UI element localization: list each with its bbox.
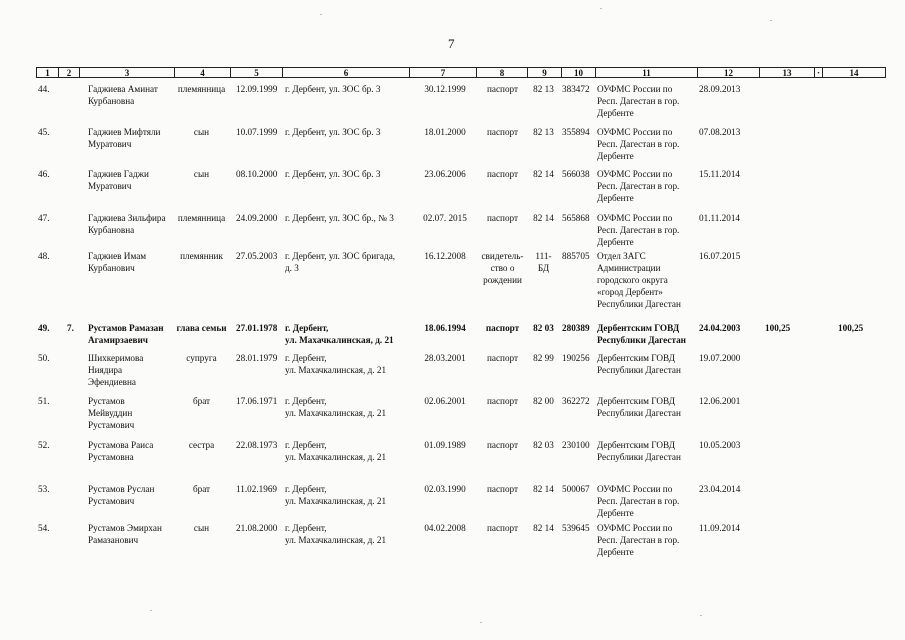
cell-issuer xyxy=(597,322,686,346)
cell-line: г. Дербент, xyxy=(285,323,329,333)
cell-issuer xyxy=(597,83,679,119)
cell-n: 44. xyxy=(38,84,50,94)
cell-line: Рамазанович xyxy=(88,535,139,545)
cell-line: д. 3 xyxy=(285,263,299,273)
cell-idate: 11.09.2014 xyxy=(699,523,741,533)
cell-line: г. Дербент, xyxy=(285,523,327,533)
cell-num: 355894 xyxy=(562,127,590,137)
cell-line: ОУФМС России по xyxy=(597,169,673,179)
cell-line: 111- xyxy=(535,251,552,261)
column-header: 9 xyxy=(528,67,562,78)
cell-rel: сын xyxy=(193,523,210,533)
cell-doc xyxy=(480,250,525,286)
cell-line: г. Дербент, xyxy=(285,396,327,406)
cell-dob: 27.01.1978 xyxy=(236,323,278,333)
cell-n: 47. xyxy=(38,213,50,223)
cell-doc xyxy=(480,168,525,180)
cell-line: г. Дербент, ул. ЗОС бригада, xyxy=(285,251,396,261)
column-header: 3 xyxy=(80,67,175,78)
cell-dob: 21.08.2000 xyxy=(236,523,278,533)
cell-dob: 08.10.2000 xyxy=(236,169,278,179)
cell-line: Респ. Дагестан в гор. xyxy=(597,225,680,235)
cell-dob: 17.06.1971 xyxy=(236,396,278,406)
cell-num: 565868 xyxy=(562,213,590,223)
cell-dob: 28.01.1979 xyxy=(236,353,278,363)
cell-line: Рустамович xyxy=(88,420,135,430)
cell-n: 54. xyxy=(38,523,50,533)
cell-ser xyxy=(530,126,557,138)
cell-line: Шихкеримова xyxy=(88,353,144,363)
cell-line: 82 14 xyxy=(533,523,554,533)
cell-line: Дербентским ГОВД xyxy=(597,353,676,363)
cell-line: Агамирзаевич xyxy=(88,335,148,345)
cell-idate: 01.11.2014 xyxy=(699,213,741,223)
column-header: 7 xyxy=(410,67,477,78)
cell-addr xyxy=(285,352,386,376)
cell-num: 566038 xyxy=(562,169,590,179)
cell-line: Респ. Дагестан в гор. xyxy=(597,139,680,149)
cell-line: Гаджиева Аминат xyxy=(88,84,158,94)
cell-idate: 07.08.2013 xyxy=(699,127,741,137)
cell-issuer xyxy=(597,439,681,463)
cell-rel: супруга xyxy=(186,353,217,363)
cell-line: паспорт xyxy=(486,523,519,533)
cell-ser xyxy=(530,522,557,534)
cell-rel: сестра xyxy=(188,440,215,450)
cell-line: г. Дербент, ул. ЗОС бр. 3 xyxy=(285,169,381,179)
cell-ser xyxy=(530,483,557,495)
cell-num: 190256 xyxy=(562,353,590,363)
cell-line: ОУФМС России по xyxy=(597,523,673,533)
cell-n: 52. xyxy=(38,440,50,450)
cell-name xyxy=(88,395,134,431)
cell-reg: 02.03.1990 xyxy=(424,484,466,494)
cell-doc xyxy=(480,83,525,95)
column-header: 14 xyxy=(823,67,886,78)
cell-ser xyxy=(530,212,557,224)
cell-line: паспорт xyxy=(486,353,519,363)
page-number: 7 xyxy=(448,36,455,51)
cell-line: Мейвуддин xyxy=(88,408,133,418)
cell-line: паспорт xyxy=(486,440,519,450)
table-row xyxy=(0,83,905,127)
cell-idate: 16.07.2015 xyxy=(699,251,741,261)
cell-n: 46. xyxy=(38,169,50,179)
cell-line: г. Дербент, ул. ЗОС бр., № 3 xyxy=(285,213,394,223)
cell-line: Дербенте xyxy=(597,508,634,518)
cell-line: Гаджиев Гаджи xyxy=(88,169,149,179)
cell-ser xyxy=(530,322,557,334)
cell-rel: глава семьи xyxy=(176,323,227,333)
cell-line: Респ. Дагестан в гор. xyxy=(597,496,680,506)
cell-doc xyxy=(480,395,525,407)
column-header: 4 xyxy=(175,67,231,78)
table-row xyxy=(0,126,905,170)
cell-line: 82 14 xyxy=(533,169,554,179)
cell-reg: 30.12.1999 xyxy=(424,84,466,94)
cell-line: г. Дербент, xyxy=(285,353,327,363)
cell-idate: 15.11.2014 xyxy=(699,169,741,179)
cell-issuer xyxy=(597,126,679,162)
cell-num: 362272 xyxy=(562,396,590,406)
cell-addr xyxy=(285,395,386,419)
cell-idate: 19.07.2000 xyxy=(699,353,741,363)
cell-name xyxy=(88,83,158,107)
cell-addr xyxy=(285,126,380,138)
cell-line: паспорт xyxy=(486,169,519,179)
cell-addr xyxy=(285,483,386,507)
cell-idate: 10.05.2003 xyxy=(699,440,741,450)
column-header: 6 xyxy=(283,67,410,78)
cell-line: Рустамович xyxy=(88,496,135,506)
column-header: 10 xyxy=(562,67,596,78)
cell-dob: 24.09.2000 xyxy=(236,213,278,223)
cell-reg: 23.06.2006 xyxy=(424,169,466,179)
cell-n: 51. xyxy=(38,396,50,406)
cell-line: 82 03 xyxy=(533,323,554,333)
cell-addr xyxy=(285,439,386,463)
cell-reg: 18.01.2000 xyxy=(424,127,466,137)
cell-line: ул. Махачкалинская, д. 21 xyxy=(285,496,387,506)
cell-issuer xyxy=(597,168,679,204)
cell-dob: 22.08.1973 xyxy=(236,440,278,450)
cell-num: 539645 xyxy=(562,523,590,533)
cell-line: паспорт xyxy=(486,484,519,494)
cell-doc xyxy=(480,322,525,334)
cell-line: Курбанович xyxy=(88,263,135,273)
cell-b: 100,25 xyxy=(838,323,864,333)
cell-line: Республики Дагестан xyxy=(597,299,681,309)
cell-rel: племянник xyxy=(180,251,223,261)
column-header: · xyxy=(815,67,823,78)
cell-line: Респ. Дагестан в гор. xyxy=(597,181,680,191)
cell-ser xyxy=(530,395,557,407)
cell-line: Муратович xyxy=(88,181,132,191)
cell-line: «город Дербент» xyxy=(597,287,663,297)
cell-name xyxy=(88,483,154,507)
cell-line: ОУФМС России по xyxy=(597,213,673,223)
cell-num: 500067 xyxy=(562,484,590,494)
cell-line: г. Дербент, xyxy=(285,484,327,494)
cell-rel: сын xyxy=(193,169,210,179)
cell-line: городского округа xyxy=(597,275,668,285)
cell-addr xyxy=(285,522,386,546)
column-header: 11 xyxy=(596,67,698,78)
cell-line: Республики Дагестан xyxy=(597,335,686,345)
cell-line: Курбановна xyxy=(88,96,135,106)
cell-line: ул. Махачкалинская, д. 21 xyxy=(285,365,387,375)
cell-line: Республики Дагестан xyxy=(597,408,681,418)
cell-issuer xyxy=(597,352,681,376)
cell-dob: 27.05.2003 xyxy=(236,251,278,261)
cell-issuer xyxy=(597,212,679,248)
cell-doc xyxy=(480,352,525,364)
cell-line: 82 14 xyxy=(533,213,554,223)
cell-reg: 02.07. 2015 xyxy=(423,213,467,223)
cell-ser xyxy=(530,250,557,274)
cell-n: 50. xyxy=(38,353,50,363)
cell-addr xyxy=(285,212,394,224)
cell-line: Рустамов Руслан xyxy=(88,484,155,494)
cell-line: Дербенте xyxy=(597,237,634,247)
cell-line: Отдел ЗАГС xyxy=(597,251,646,261)
cell-line: Рустамов Эмирхан xyxy=(88,523,162,533)
cell-num: 885705 xyxy=(562,251,590,261)
cell-line: паспорт xyxy=(485,323,520,333)
cell-line: Дербенте xyxy=(597,108,634,118)
cell-reg: 28.03.2001 xyxy=(424,353,466,363)
cell-ser xyxy=(530,352,557,364)
cell-line: Гаджиева Зильфира xyxy=(88,213,166,223)
cell-doc xyxy=(480,522,525,534)
cell-line: паспорт xyxy=(486,127,519,137)
table-row xyxy=(0,439,905,483)
cell-reg: 01.09.1989 xyxy=(424,440,466,450)
cell-line: ство о xyxy=(490,263,515,273)
cell-line: Рустамовна xyxy=(88,452,134,462)
column-header: 1 xyxy=(36,67,59,78)
cell-line: паспорт xyxy=(486,396,519,406)
cell-dob: 11.02.1969 xyxy=(236,484,278,494)
cell-line: Администрации xyxy=(597,263,661,273)
cell-ser xyxy=(530,439,557,451)
cell-line: Ниядира xyxy=(88,365,123,375)
cell-n: 53. xyxy=(38,484,50,494)
table-row xyxy=(0,250,905,309)
table-row xyxy=(0,168,905,212)
table-row xyxy=(0,483,905,527)
cell-name xyxy=(88,352,143,388)
cell-line: ОУФМС России по xyxy=(597,84,673,94)
cell-line: Муратович xyxy=(88,139,132,149)
cell-addr xyxy=(285,168,380,180)
column-header: 13 xyxy=(760,67,815,78)
cell-name xyxy=(88,522,162,546)
cell-addr xyxy=(285,83,380,95)
cell-line: 82 14 xyxy=(533,484,554,494)
cell-num: 383472 xyxy=(562,84,590,94)
column-header: 2 xyxy=(59,67,80,78)
cell-idate: 28.09.2013 xyxy=(699,84,741,94)
cell-line: 82 99 xyxy=(533,353,554,363)
cell-line: Респ. Дагестан в гор. xyxy=(597,535,680,545)
cell-n: 45. xyxy=(38,127,50,137)
cell-line: Рустамов Рамазан xyxy=(88,323,164,333)
cell-name xyxy=(88,212,166,236)
cell-reg: 16.12.2008 xyxy=(424,251,466,261)
cell-line: Республики Дагестан xyxy=(597,365,681,375)
cell-line: Респ. Дагестан в гор. xyxy=(597,96,680,106)
cell-line: Дербенте xyxy=(597,151,634,161)
cell-line: Дербенте xyxy=(597,193,634,203)
table-row xyxy=(0,522,905,566)
cell-line: ОУФМС России по xyxy=(597,484,673,494)
cell-rel: племянница xyxy=(177,213,226,223)
cell-name xyxy=(88,126,160,150)
cell-name xyxy=(88,322,164,346)
cell-issuer xyxy=(597,483,679,519)
cell-reg: 18.06.1994 xyxy=(424,323,466,333)
cell-rel: брат xyxy=(192,396,211,406)
cell-name xyxy=(88,439,153,463)
column-header: 8 xyxy=(477,67,528,78)
cell-line: ул. Махачкалинская, д. 21 xyxy=(285,408,387,418)
cell-n: 48. xyxy=(38,251,50,261)
cell-line: ул. Махачкалинская, д. 21 xyxy=(285,452,387,462)
cell-line: г. Дербент, ул. ЗОС бр. 3 xyxy=(285,84,381,94)
cell-dob: 10.07.1999 xyxy=(236,127,278,137)
cell-line: Дербентским ГОВД xyxy=(597,396,676,406)
cell-doc xyxy=(480,439,525,451)
cell-line: г. Дербент, ул. ЗОС бр. 3 xyxy=(285,127,381,137)
cell-line: Рустамова Раиса xyxy=(88,440,154,450)
cell-line: паспорт xyxy=(486,84,519,94)
cell-dob: 12.09.1999 xyxy=(236,84,278,94)
cell-name xyxy=(88,250,146,274)
cell-line: 82 00 xyxy=(533,396,554,406)
cell-g: 7. xyxy=(67,323,74,333)
cell-ser xyxy=(530,168,557,180)
cell-rel: сын xyxy=(193,127,210,137)
cell-line: Гаджиев Имам xyxy=(88,251,147,261)
cell-issuer xyxy=(597,395,681,419)
cell-num: 280389 xyxy=(562,323,590,333)
table-row xyxy=(0,352,905,396)
cell-line: 82 13 xyxy=(533,84,554,94)
cell-line: Дербенте xyxy=(597,547,634,557)
cell-line: БД xyxy=(537,263,550,273)
column-header: 12 xyxy=(698,67,760,78)
cell-issuer xyxy=(597,522,679,558)
column-header: 5 xyxy=(231,67,283,78)
cell-line: рождении xyxy=(483,275,522,285)
cell-line: 82 03 xyxy=(533,440,554,450)
cell-line: ул. Махачкалинская, д. 21 xyxy=(285,335,394,345)
cell-rel: племянница xyxy=(177,84,226,94)
cell-doc xyxy=(480,212,525,224)
cell-idate: 23.04.2014 xyxy=(699,484,741,494)
cell-doc xyxy=(480,483,525,495)
cell-line: Рустамов xyxy=(88,396,125,406)
cell-line: ул. Махачкалинская, д. 21 xyxy=(285,535,387,545)
table-row xyxy=(0,395,905,439)
cell-line: Гаджиев Мифтяли xyxy=(88,127,161,137)
cell-line: свидетель- xyxy=(481,251,524,261)
cell-name xyxy=(88,168,149,192)
cell-line: Республики Дагестан xyxy=(597,452,681,462)
cell-reg: 04.02.2008 xyxy=(424,523,466,533)
cell-line: Дербентским ГОВД xyxy=(597,440,676,450)
cell-line: Курбановна xyxy=(88,225,135,235)
cell-line: 82 13 xyxy=(533,127,554,137)
cell-idate: 24.04.2003 xyxy=(699,323,741,333)
cell-reg: 02.06.2001 xyxy=(424,396,466,406)
cell-n: 49. xyxy=(38,323,50,333)
cell-issuer xyxy=(597,250,681,310)
cell-line: Эфендиевна xyxy=(88,377,137,387)
cell-idate: 12.06.2001 xyxy=(699,396,741,406)
cell-addr xyxy=(285,250,395,274)
cell-doc xyxy=(480,126,525,138)
cell-line: паспорт xyxy=(486,213,519,223)
cell-addr xyxy=(285,322,394,346)
cell-line: Дербентским ГОВД xyxy=(597,323,680,333)
cell-rel: брат xyxy=(192,484,211,494)
cell-num: 230100 xyxy=(562,440,590,450)
cell-line: ОУФМС России по xyxy=(597,127,673,137)
cell-line: г. Дербент, xyxy=(285,440,327,450)
cell-a: 100,25 xyxy=(765,323,791,333)
cell-ser xyxy=(530,83,557,95)
